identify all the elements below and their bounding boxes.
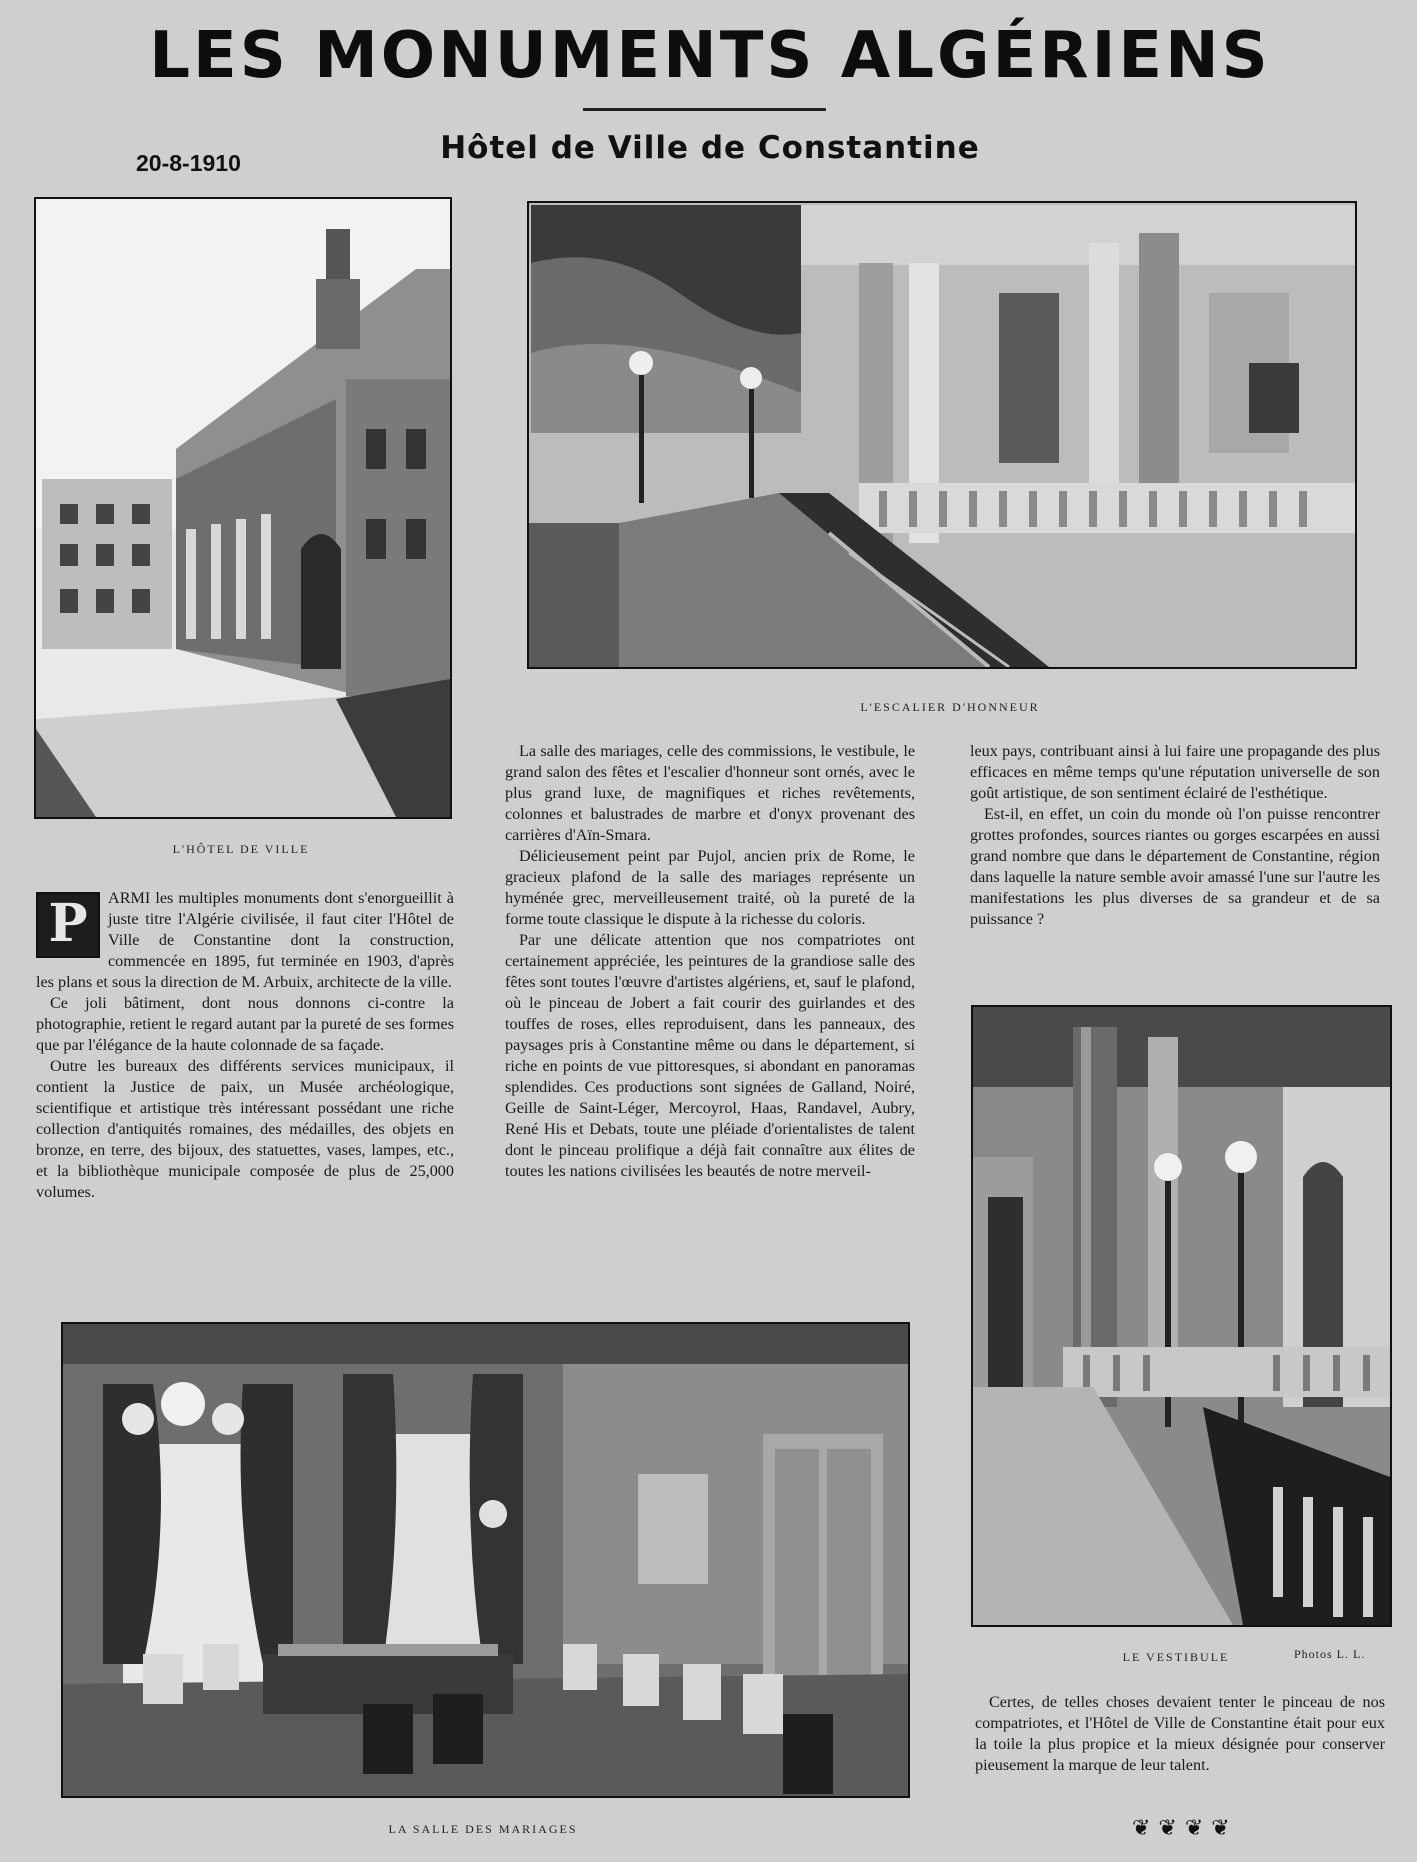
paragraph: ARMI les multiples monuments dont s'enorgueillit à juste titre l'Algérie civilisée, il faut citer l'Hôtel de Ville de Constantine dont la construction, commencée en 1895, fut terminée en 1903, d'après les plans et sous la direction de M. Arbuix, architecte de la ville.	[36, 889, 454, 991]
photo-credit: Photos L. L.	[1294, 1647, 1366, 1661]
title-rule	[583, 108, 826, 111]
paragraph: Par une délicate attention que nos compatriotes ont certainement appréciée, les peintures de la grandiose salle des fêtes sont toutes l'œuvre d'artistes algériens, et, sauf le plafond, où le pinceau de Jobert a fait courir des guirlandes et des touffes de roses, elles reproduisent, dans les panneaux, des paysages pris à Constantine même ou dans le département, si riche en points de vue pittoresques, si abondant en panoramas splendides. Ces productions sont signées de Galland, Noiré, Geille de Saint-Léger, Mercoyrol, Haas, Randavel, Aubry, René His et Debats, toute une pléiade d'orientalistes de talent dont le pinceau prolifique a déjà fait connaître aux élites de toutes les nations civilisées les beautés de notre merveil-	[505, 931, 915, 1180]
caption-salle-des-mariages: LA SALLE DES MARIAGES	[388, 1822, 578, 1836]
paragraph: Est-il, en effet, un coin du monde où l'on puisse rencontrer grottes profondes, sources riantes ou gorges escarpées en aussi grand nombre que dans le département de Constantine, région dans laquelle la nature semble avoir amassé l'une sur l'autre les manifestations les plus diverses de sa grandeur et de sa puissance ?	[970, 805, 1380, 928]
article-column-3	[970, 741, 1380, 930]
masthead-title: LES MONUMENTS ALGÉRIENS	[149, 19, 1271, 93]
paragraph: Délicieusement peint par Pujol, ancien prix de Rome, le gracieux plafond de la salle des mariages représente un hyménée grec, merveilleusement traité, où la pureté de la forme toute classique le dispute à la richesse du coloris.	[505, 847, 915, 928]
caption-vestibule: LE VESTIBULE	[1122, 1650, 1230, 1664]
photo-salle-des-mariages	[61, 1322, 910, 1798]
end-ornaments: ❦❦❦❦	[1132, 1816, 1238, 1841]
paragraph: Ce joli bâtiment, dont nous donnons ci-contre la photographie, retient le regard autant par la pureté de ses formes que par l'élégance de la haute colonnade de sa façade.	[36, 994, 454, 1054]
photo-vestibule	[971, 1005, 1392, 1627]
photo-escalier-d-honneur	[527, 201, 1357, 669]
issue-date: 20-8-1910	[136, 150, 241, 176]
paragraph: leux pays, contribuant ainsi à lui faire une propagande des plus efficaces en même temps qu'une réputation universelle de son goût artistique, de son sentiment éclairé de l'esthétique.	[970, 742, 1380, 802]
paragraph: Certes, de telles choses devaient tenter le pinceau de nos compatriotes, et l'Hôtel de Ville de Constantine était pour eux la toile la plus propice et la mieux désignée pour conserver pieusement la marque de leur talent.	[975, 1693, 1385, 1774]
article-column-2	[505, 741, 915, 1182]
paragraph: Outre les bureaux des différents services municipaux, il contient la Justice de paix, un Musée archéologique, scientifique et artistique très intéressant possédant une riche collection d'antiquités romaines, des médailles, des objets en bronze, en terre, des bijoux, des statuettes, vases, lampes, etc., et la bibliothèque municipale composée de plus de 25,000 volumes.	[36, 1057, 454, 1201]
drop-cap-letter: P	[36, 892, 100, 958]
article-column-1	[36, 888, 454, 1203]
paragraph: La salle des mariages, celle des commissions, le vestibule, le grand salon des fêtes et l'escalier d'honneur sont ornés, avec le plus grand luxe, de magnifiques et riches revêtements, colonnes et balustrades de marbre et d'onyx provenant des carrières d'Aïn-Smara.	[505, 742, 915, 844]
article-column-3-continued	[975, 1692, 1385, 1776]
caption-escalier-d-honneur: L'ESCALIER D'HONNEUR	[860, 700, 1040, 714]
article-subtitle: Hôtel de Ville de Constantine	[440, 130, 980, 166]
photo-hotel-de-ville	[34, 197, 452, 819]
caption-hotel-de-ville: L'HÔTEL DE VILLE	[172, 842, 310, 856]
